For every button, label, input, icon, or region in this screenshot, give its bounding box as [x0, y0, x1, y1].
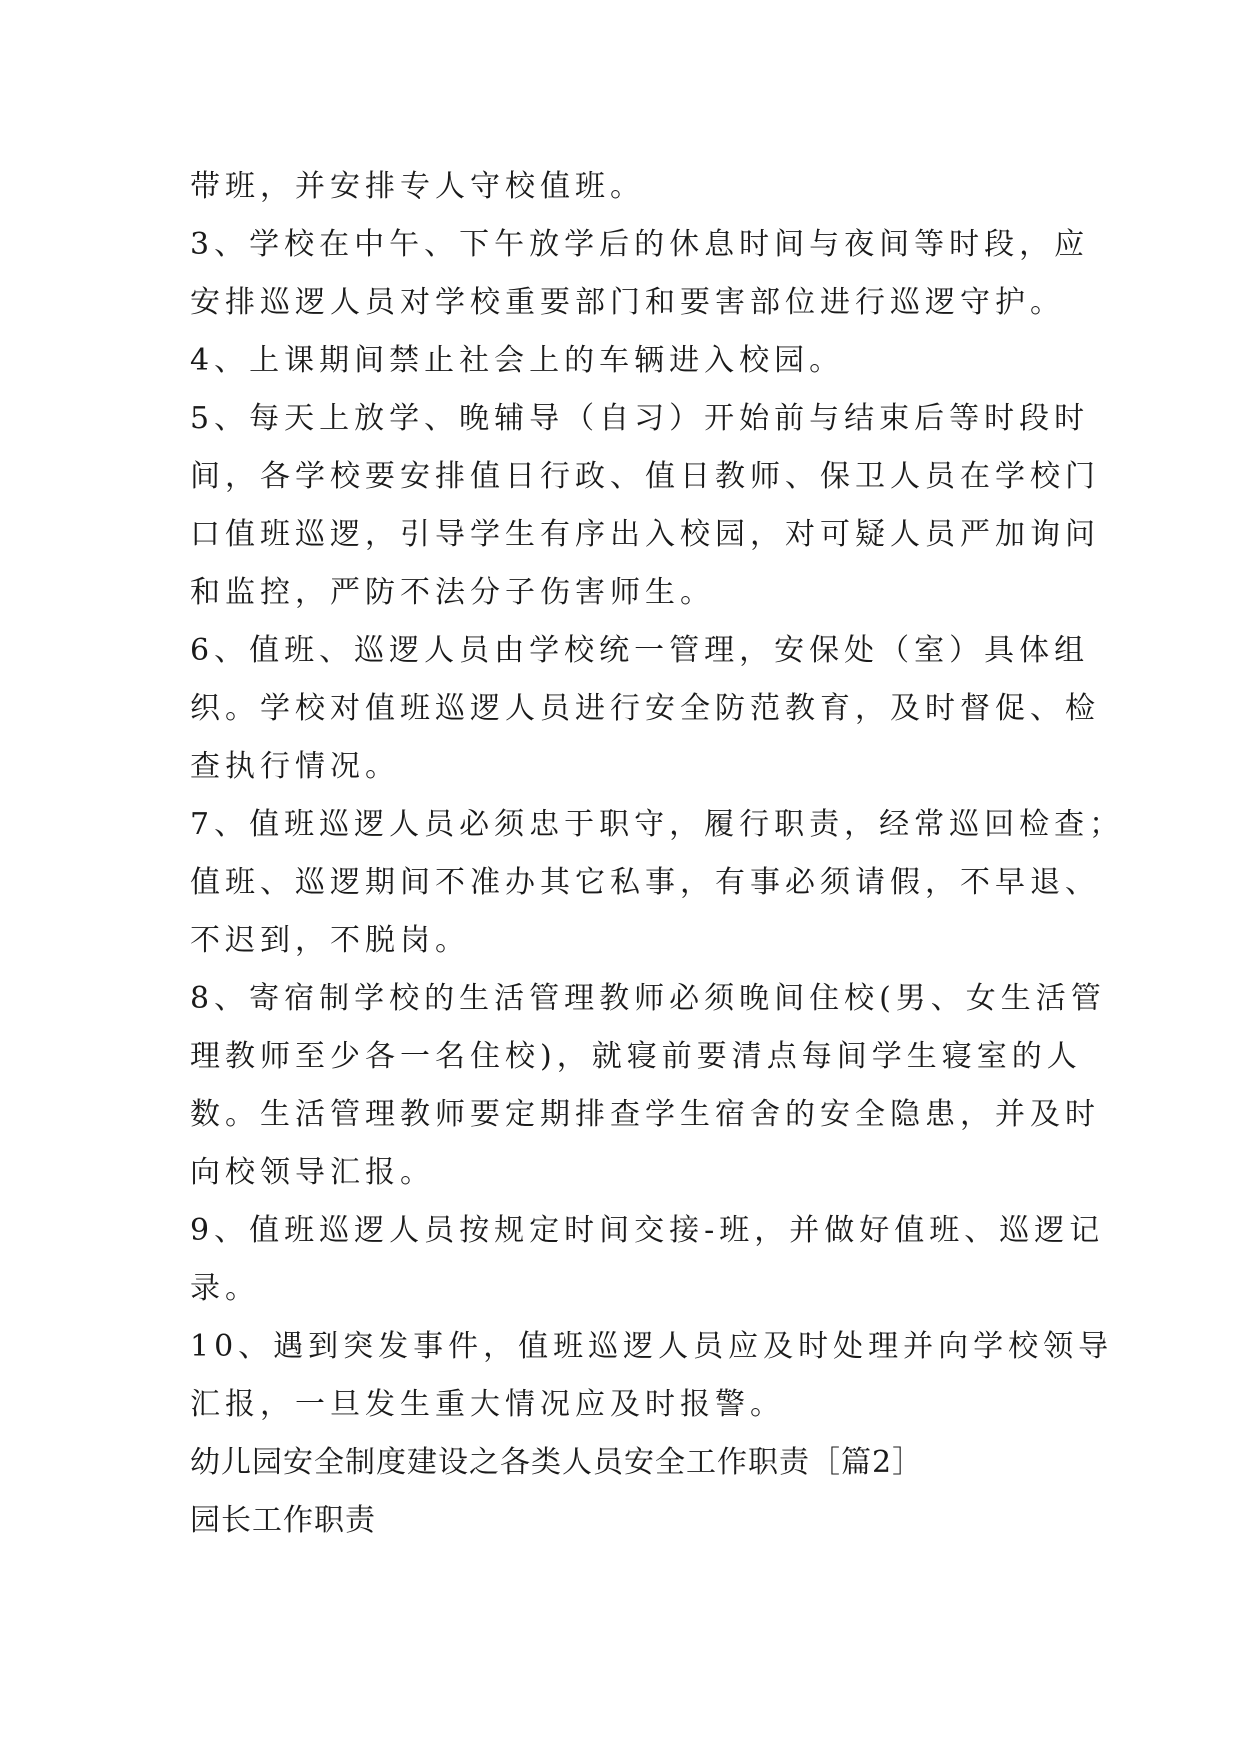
body-line: 5、每天上放学、晚辅导（自习）开始前与结束后等时段时: [190, 401, 1090, 436]
body-line: 数。生活管理教师要定期排查学生宿舍的安全隐患，并及时: [190, 1097, 1100, 1132]
body-line: 6、值班、巡逻人员由学校统一管理，安保处（室）具体组: [190, 633, 1090, 668]
body-line: 安排巡逻人员对学校重要部门和要害部位进行巡逻守护。: [190, 285, 1065, 320]
body-line: 和监控，严防不法分子伤害师生。: [190, 575, 715, 610]
section-heading: 幼儿园安全制度建设之各类人员安全工作职责［篇2］: [190, 1445, 924, 1480]
body-line: 4、上课期间禁止社会上的车辆进入校园。: [190, 343, 845, 378]
body-line: 织。学校对值班巡逻人员进行安全防范教育，及时督促、检: [190, 691, 1100, 726]
subheading: 园长工作职责: [190, 1503, 376, 1538]
body-line: 理教师至少各一名住校)，就寝前要清点每间学生寝室的人: [190, 1039, 1082, 1074]
body-line: 值班、巡逻期间不准办其它私事，有事必须请假，不早退、: [190, 865, 1100, 900]
body-line: 不迟到，不脱岗。: [190, 923, 470, 958]
body-line: 汇报，一旦发生重大情况应及时报警。: [190, 1387, 785, 1422]
body-line: 10、遇到突发事件，值班巡逻人员应及时处理并向学校领导: [190, 1329, 1114, 1364]
body-line: 口值班巡逻，引导学生有序出入校园，对可疑人员严加询问: [190, 517, 1100, 552]
body-line: 带班，并安排专人守校值班。: [190, 169, 645, 204]
body-line: 向校领导汇报。: [190, 1155, 435, 1190]
document-body: [190, 158, 1125, 1550]
body-line: 9、值班巡逻人员按规定时间交接-班，并做好值班、巡逻记: [190, 1213, 1105, 1248]
body-line: 间，各学校要安排值日行政、值日教师、保卫人员在学校门: [190, 459, 1100, 494]
body-line: 8、寄宿制学校的生活管理教师必须晚间住校(男、女生活管: [190, 981, 1106, 1016]
body-line: 查执行情况。: [190, 749, 400, 784]
body-line: 3、学校在中午、下午放学后的休息时间与夜间等时段，应: [190, 227, 1090, 262]
body-line: 录。: [190, 1271, 260, 1306]
body-line: 7、值班巡逻人员必须忠于职守，履行职责，经常巡回检查；: [190, 807, 1125, 842]
